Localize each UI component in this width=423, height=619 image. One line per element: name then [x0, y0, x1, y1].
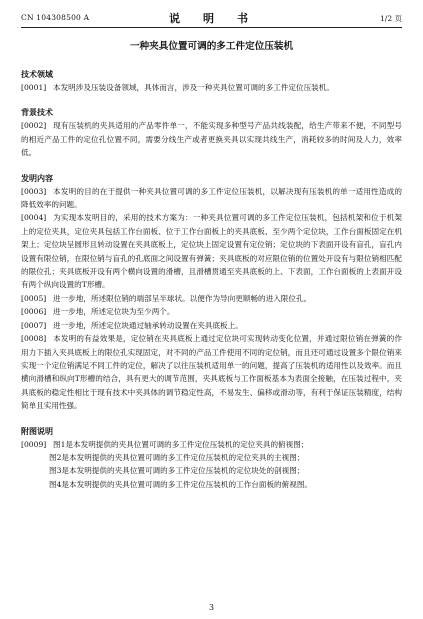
invention-title: 一种夹具位置可调的多工件定位压装机	[129, 41, 294, 52]
paragraph-text: 进一步地，所述定位块通过轴承转动设置在夹具底板上。	[53, 320, 243, 330]
paragraph-number: [0006]	[21, 307, 47, 317]
paragraph-text: 进一步地，所述限位销的端部呈半球状。以便作为导向更顺畅的进入限位孔。	[53, 293, 312, 303]
header-divider	[21, 27, 402, 28]
section-heading: 技术领域	[21, 69, 53, 79]
figure-caption	[21, 438, 402, 451]
paragraph-number: [0008]	[21, 334, 47, 344]
paragraph-text: 本发明的目的在于提供一种夹具位置可调的多工件定位压装机，以解决现有压装机的单一适用性造成的降低效率的问题。	[21, 186, 402, 210]
page-number: 3	[208, 603, 215, 612]
paragraph-number: [0001]	[21, 83, 47, 92]
paragraph-number: [0009]	[21, 439, 47, 449]
paragraph-text: 本发明的有益效果是，定位销在夹具底板上通过定位块可实现转动变化位置，并通过限位销在弹簧的作用力下插入夹具底板上的限位孔实现固定，对不同的产品工件使用不同的定位销，而且还可通过设置多个限位销来实现一个定位销满足不同工件的定位，解决了以往压装机适用单一的问题，提高了压装机的适用性以及效率。而且横向滑槽和纵向T形槽的结合，具有更大的调节范围，夹具底板与工作面板基本为表面全接触，在压装过程中，夹具底板的稳定性相比于现有技术中夹具体的调节稳定性高，不易发生、偏移或滑动等，有利于保证压装精度，结构简单且实用性强。	[21, 334, 402, 411]
paragraph	[21, 185, 402, 212]
paragraph-number: [0004]	[21, 213, 47, 223]
section-summary	[21, 172, 402, 413]
paragraph-text: 本发明涉及压装设备领域，具体而言，涉及一种夹具位置可调的多工件定位压装机。	[53, 83, 334, 92]
page-count: 1/2 页	[380, 14, 402, 23]
paragraph	[21, 305, 402, 318]
paragraph	[21, 211, 402, 291]
section-technical-field	[21, 68, 402, 94]
paragraph-text: 现有压装机的夹具适用的产品零件单一，不能实现多种型号产品共线装配，给生产带来不便，不同型号的相近产品工件的定位孔位置不同，需要分线生产或者更换夹具以实现共线生产，消耗较多的时间及人力，效率低。	[21, 121, 402, 158]
publication-number: CN 104308500 A	[21, 13, 90, 22]
section-figure-description	[21, 425, 402, 492]
paragraph-number: [0003]	[21, 186, 47, 196]
figure-caption: 图4是本发明提供的夹具位置可调的多工件定位压装机的工作台面板的俯视图。	[49, 479, 313, 489]
paragraph	[21, 81, 402, 94]
document-type-title: 说 明 书	[169, 12, 254, 25]
paragraph-number: [0002]	[21, 121, 47, 131]
section-heading: 背景技术	[21, 107, 53, 118]
section-background	[21, 106, 402, 159]
document-body	[21, 40, 402, 503]
paragraph-number: [0005]	[21, 293, 47, 303]
paragraph-number: [0007]	[21, 320, 47, 330]
section-heading: 发明内容	[21, 172, 53, 183]
figure-caption-text: 图1是本发明提供的夹具位置可调的多工件定位压装机的定位夹具的俯视图；	[53, 439, 309, 449]
paragraph	[21, 332, 402, 412]
figure-caption: 图3是本发明提供的夹具位置可调的多工件定位压装机的定位块处的剖视图；	[49, 466, 305, 476]
paragraph	[21, 119, 402, 159]
paragraph	[21, 292, 402, 305]
figure-caption: 图2是本发明提供的夹具位置可调的多工件定位压装机的定位夹具的主视图；	[49, 452, 305, 462]
section-heading: 附图说明	[21, 425, 53, 436]
paragraph-text: 进一步地，所述定位块为至少两个。	[53, 307, 175, 317]
paragraph-text: 为实现本发明目的，采用的技术方案为：一种夹具位置可调的多工件定位压装机，包括机架和位于机架上的定位夹具，定位夹具包括工作台面板、位于工作台面板上的夹具底板、至少两个定位块，工作台面板固定在机架上；定位块呈圆形且转动设置在夹具底板上，定位块上固定设置有定位销；定位块的下表面开设有盲孔，盲孔内设置有限位销，在限位销与盲孔的孔底面之间设置有弹簧；夹具底板的对应限位销的位置处开设有与限位销相匹配的限位孔；夹具底板开设有两个横向设置的滑槽，且滑槽贯通至夹具底板的上、下表面，工作台面板的上表面开设有两个纵向设置的T形槽。	[21, 213, 402, 290]
page-header	[21, 10, 402, 26]
paragraph	[21, 319, 402, 332]
